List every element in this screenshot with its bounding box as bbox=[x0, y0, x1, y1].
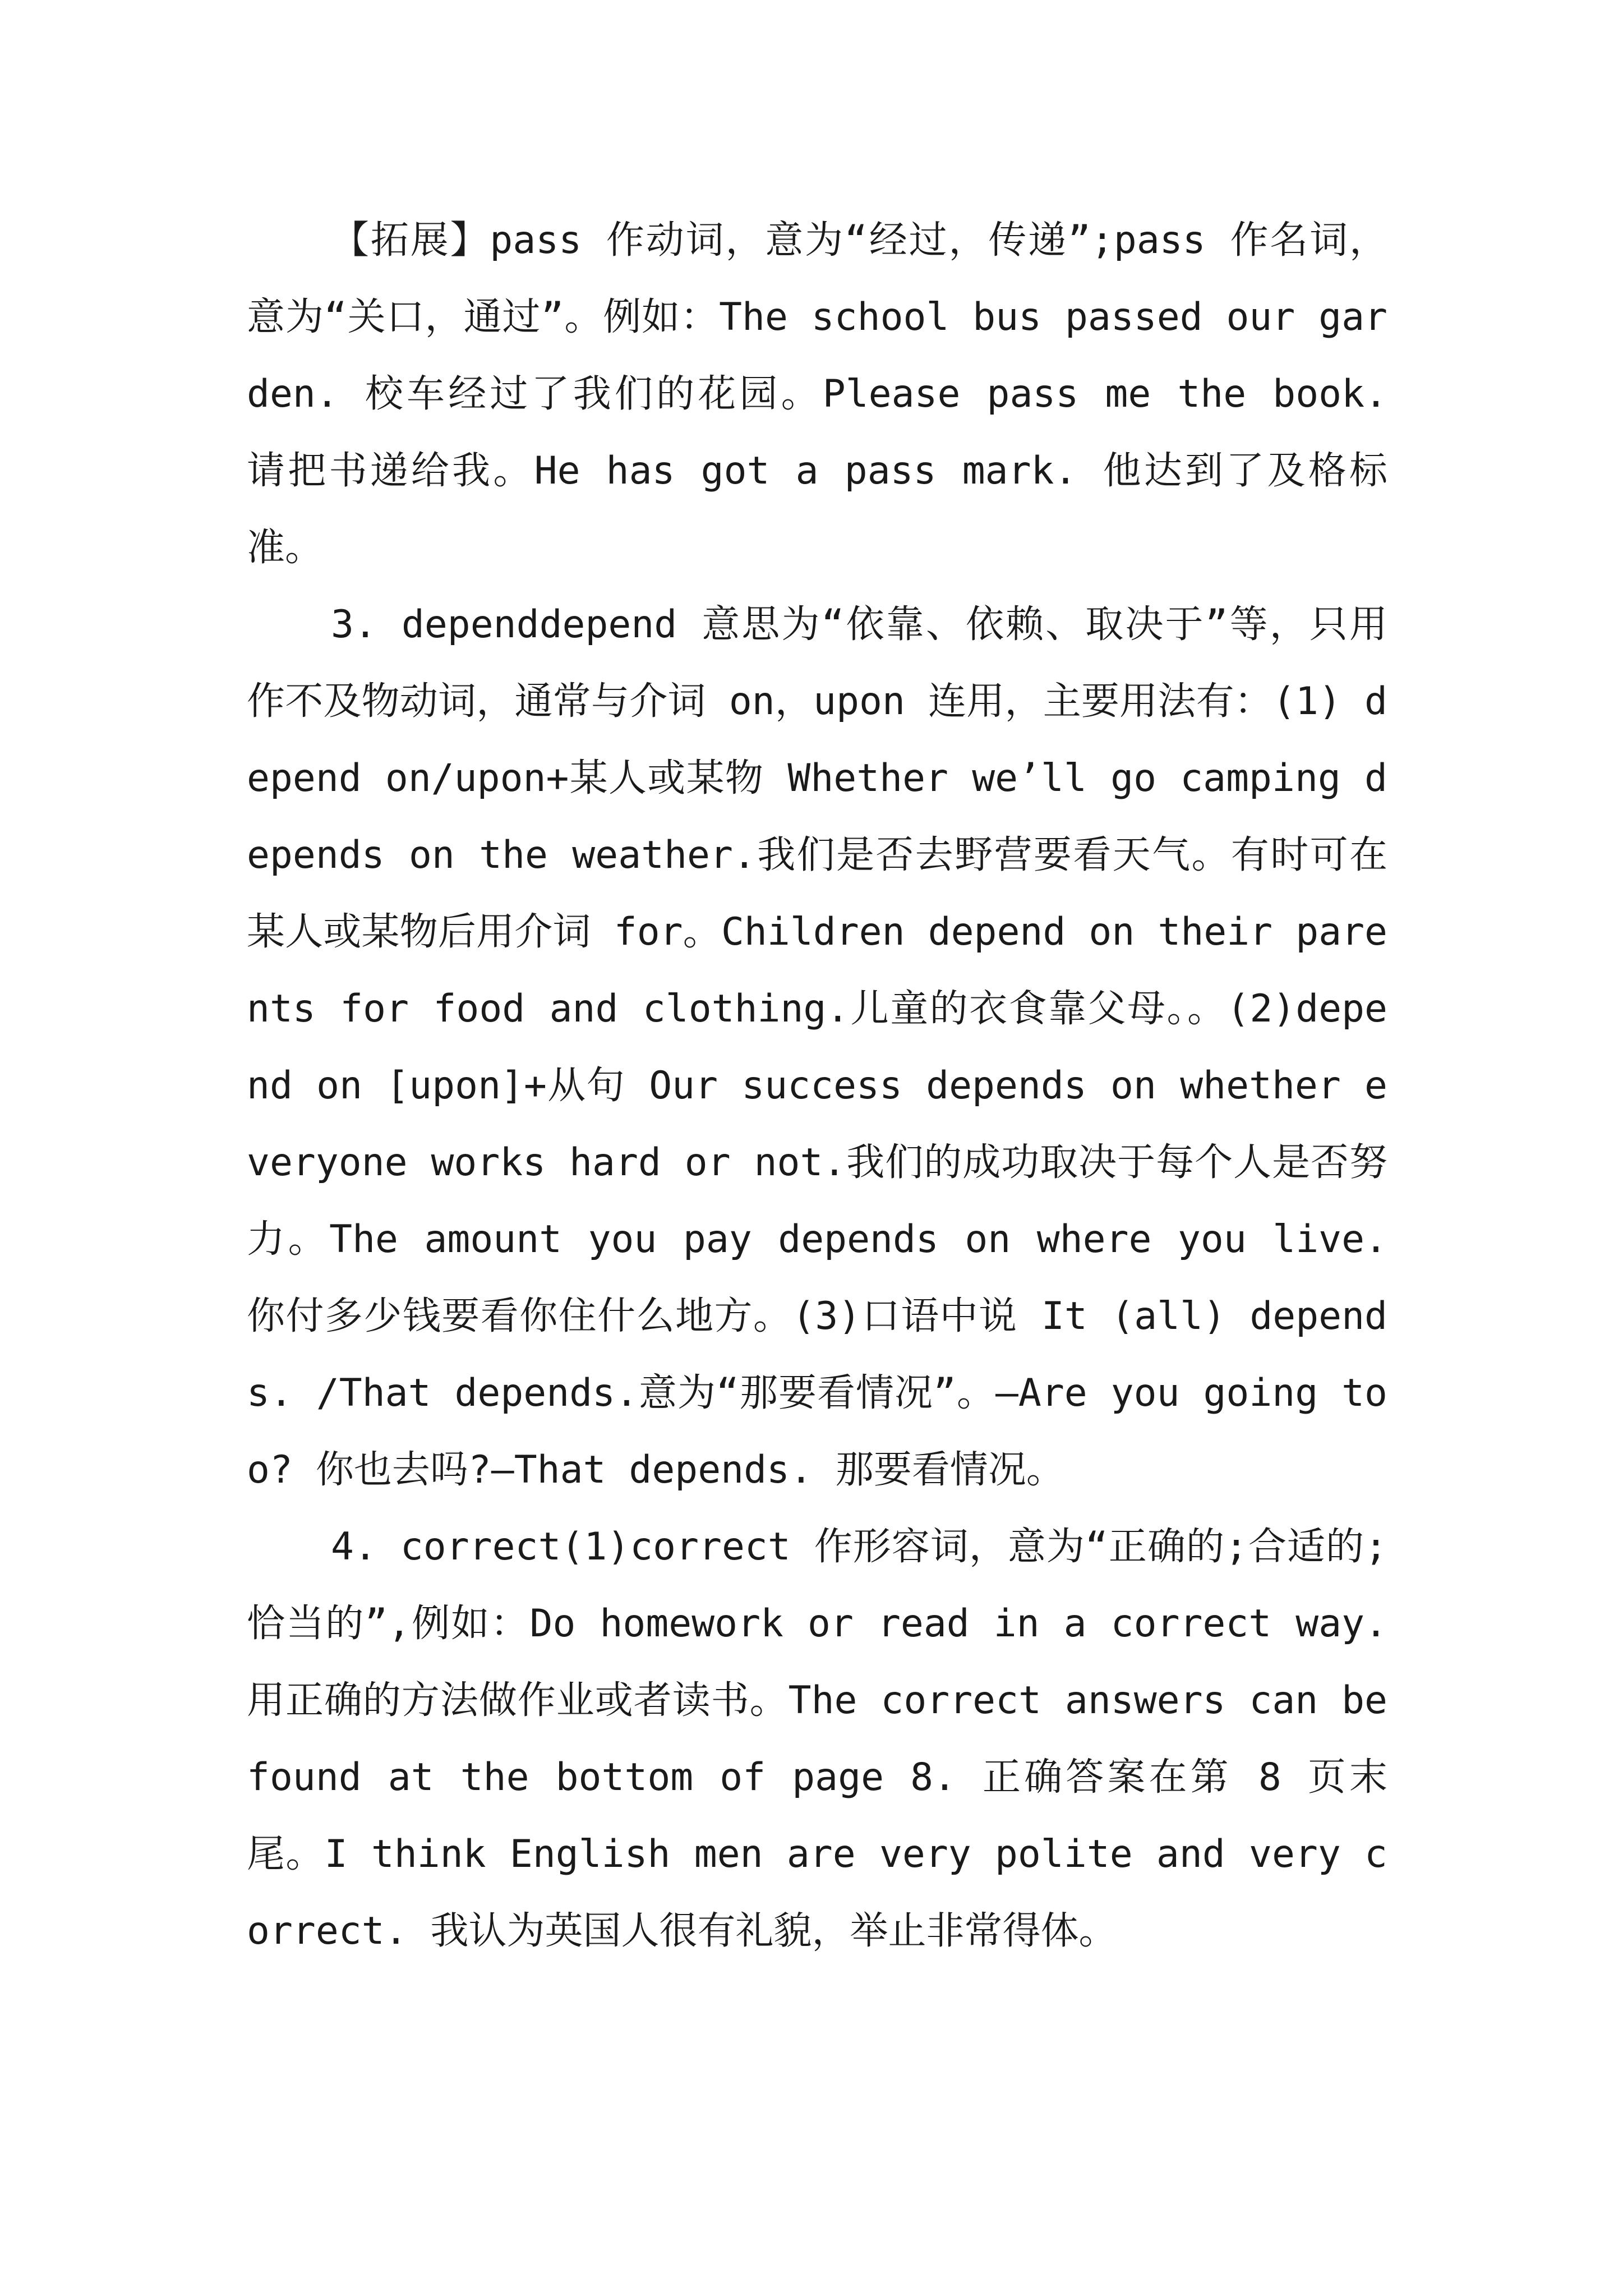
paragraph-pass-extension: 【拓展】pass 作动词，意为“经过，传递”;pass 作名词，意为“关口，通过”。例如：The school bus passed our garden. 校车经过了我们的花园。Please pass me the book. 请把书递给我。He has got a pass mark. 他达到了及格标准。 bbox=[247, 218, 1387, 570]
document-page bbox=[247, 202, 1387, 1970]
paragraph-depend: 3. dependdepend 意思为“依靠、依赖、取决于”等，只用作不及物动词，通常与介词 on，upon 连用，主要用法有：(1) depend on/upon+某人或某物 Whether we’ll go camping depends on the weather.我们是否去野营要看天气。有时可在某人或某物后用介词 for。Children depend on their parents for food and clothing.儿童的衣食靠父母。。(2)depend on [upon]+从句 Our success depends on whether everyone works hard or not.我们的成功取决于每个人是否努力。The amount you pay depends on where you live.你付多少钱要看你住什么地方。(3)口语中说 It (all) depends. /That depends.意为“那要看情况”。—Are you going too? 你也去吗?—That depends. 那要看情况。 bbox=[247, 602, 1387, 1492]
paragraph-correct: 4. correct(1)correct 作形容词，意为“正确的;合适的;恰当的”,例如：Do homework or read in a correct way. 用正确的方法做作业或者读书。The correct answers can be found at the bottom of page 8. 正确答案在第 8 页末尾。I think English men are very polite and very correct. 我认为英国人很有礼貌，举止非常得体。 bbox=[247, 1525, 1387, 1953]
